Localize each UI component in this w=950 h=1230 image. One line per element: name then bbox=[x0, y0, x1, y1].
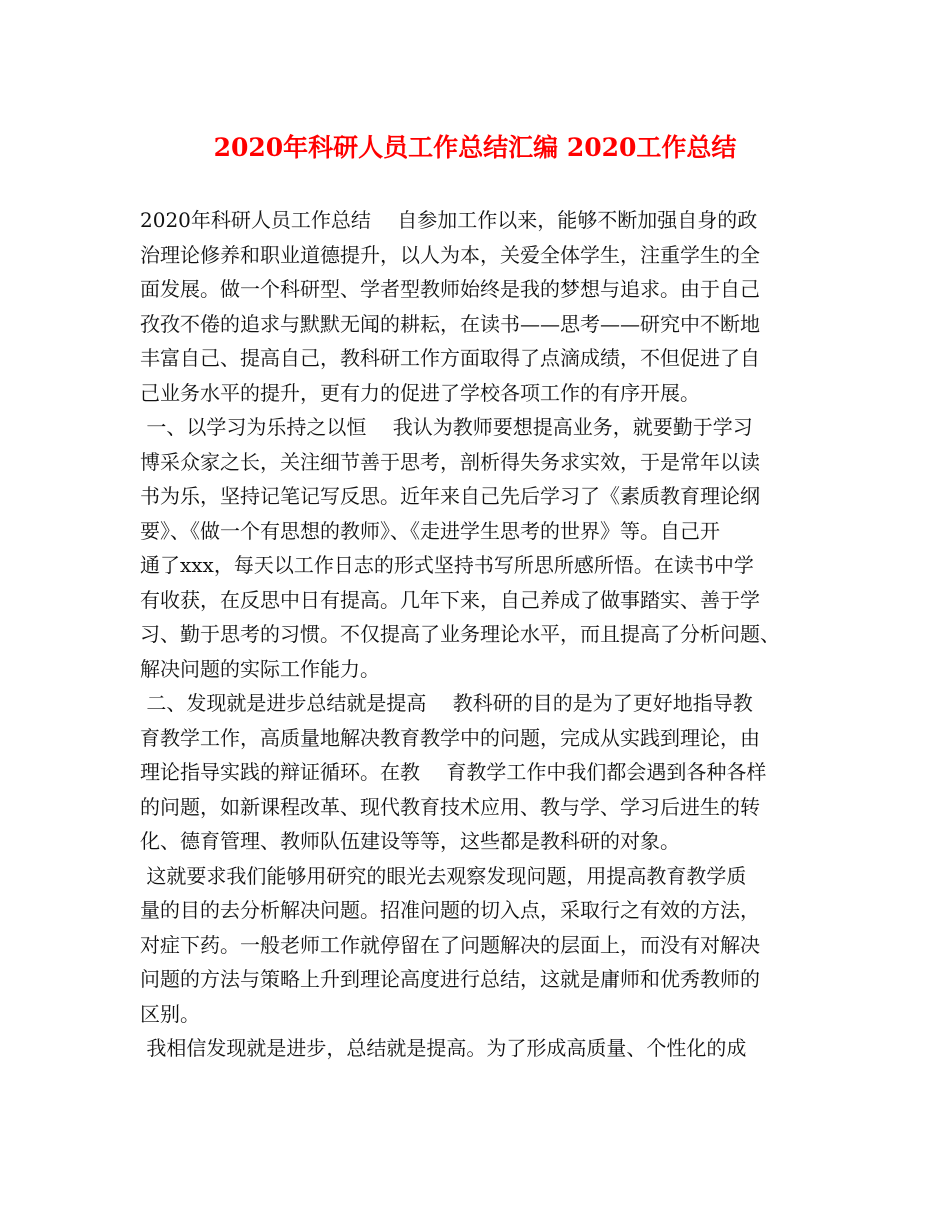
body-line: 量的目的去分析解决问题。招准问题的切入点，采取行之有效的方法， bbox=[140, 898, 760, 922]
body-line: 化、德育管理、教师队伍建设等等，这些都是教科研的对象。 bbox=[140, 829, 680, 853]
body-line: 通了xxx，每天以工作日志的形式坚持书写所思所感所悟。在读书中学 bbox=[140, 553, 754, 577]
body-line: 治理论修养和职业道德提升，以人为本，关爱全体学生，注重学生的全 bbox=[140, 242, 760, 267]
body-line: 的问题，如新课程改革、现代教育技术应用、教与学、学习后进生的转 bbox=[140, 794, 760, 819]
body-line: 己业务水平的提升，更有力的促进了学校各项工作的有序开展。 bbox=[140, 380, 700, 405]
body-line: 要》、《做一个有思想的教师》、《走进学生思考的世界》等。自己开 bbox=[140, 518, 720, 543]
body-line: 丰富自己、提高自己，教科研工作方面取得了点滴成绩，不但促进了自 bbox=[140, 346, 760, 370]
body-line: 解决问题的实际工作能力。 bbox=[140, 656, 380, 681]
body-line: 二、发现就是进步总结就是提高 教科研的目的是为了更好地指导教 bbox=[140, 691, 753, 715]
body-line: 面发展。做一个科研型、学者型教师始终是我的梦想与追求。由于自己 bbox=[140, 277, 760, 301]
body-line: 育教学工作，高质量地解决教育教学中的问题，完成从实践到理论，由 bbox=[140, 725, 760, 750]
body-line: 问题的方法与策略上升到理论高度进行总结，这就是庸师和优秀教师的 bbox=[140, 967, 760, 991]
body-line: 对症下药。一般老师工作就停留在了问题解决的层面上，而没有对解决 bbox=[140, 932, 760, 957]
document-title: 2020年科研人员工作总结汇编 2020工作总结 bbox=[213, 133, 737, 162]
body-line: 这就要求我们能够用研究的眼光去观察发现问题，用提高教育教学质 bbox=[140, 863, 747, 888]
body-line: 习、勤于思考的习惯。不仅提高了业务理论水平，而且提高了分析问题、 bbox=[140, 622, 780, 646]
document-body bbox=[140, 203, 830, 1066]
body-line: 有收获，在反思中日有提高。几年下来，自己养成了做事踏实、善于学 bbox=[140, 587, 760, 612]
body-line: 理论指导实践的辩证循环。在教 育教学工作中我们都会遇到各种各样 bbox=[140, 760, 767, 784]
body-line: 2020年科研人员工作总结 自参加工作以来，能够不断加强自身的政 bbox=[140, 208, 758, 232]
body-line: 一、以学习为乐持之以恒 我认为教师要想提高业务，就要勤于学习 bbox=[140, 415, 753, 439]
body-line: 孜孜不倦的追求与默默无闻的耕耘，在读书——思考——研究中不断地 bbox=[140, 311, 760, 336]
body-line: 我相信发现就是进步，总结就是提高。为了形成高质量、个性化的成 bbox=[140, 1036, 747, 1060]
body-line: 区别。 bbox=[140, 1001, 200, 1026]
body-line: 博采众家之长，关注细节善于思考，剖析得失务求实效，于是常年以读 bbox=[140, 449, 760, 474]
body-line: 书为乐，坚持记笔记写反思。近年来自己先后学习了《素质教育理论纲 bbox=[140, 484, 760, 508]
